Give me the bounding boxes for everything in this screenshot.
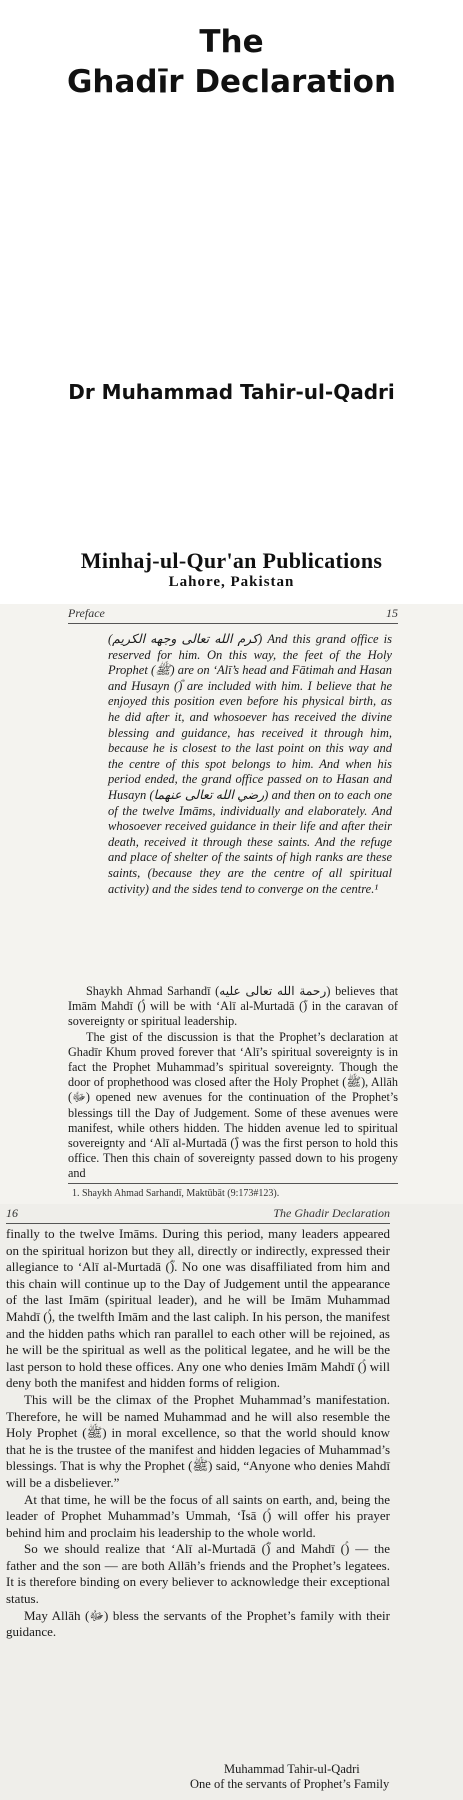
- paragraph: finally to the twelve Imāms. During this period, many leaders appeared on the spiritual horizon but they all, directly or indirectly, expressed their allegiance to ‘Alī al-Murtadā (ؓ). No one was disaffiliated from him and this chain will continue up to the Day of Judgement until the appearance of the last Imām (spiritual leader), and he will be Imām Muhammad Mahdī (ؑ), the twelfth Imām and the last caliph. In his person, the manifest and the hidden paths which ran parallel to each other will be rejoined, as he will be the spiritual as well as the political legatee, and he will be the last person to hold these offices. Any one who denies Imām Mahdī (ؑ) will deny both the manifest and hidden forms of religion.: [6, 1226, 390, 1391]
- footnote: 1. Shaykh Ahmad Sarhandī, Maktūbāt (9:173#123).: [72, 1188, 280, 1199]
- footnote-divider: [68, 1183, 398, 1184]
- author-name: Dr Muhammad Tahir-ul-Qadri: [68, 380, 395, 404]
- signature-block: [190, 1762, 450, 1792]
- publisher-name: Minhaj-ul-Qur'an Publications: [80, 548, 383, 573]
- page-number: 16: [6, 1206, 18, 1220]
- paragraph: May Allāh (ﷻ) bless the servants of the Prophet’s family with their guidance.: [6, 1607, 390, 1640]
- cover-page: [0, 0, 463, 610]
- cover-title-line-1: The: [199, 24, 264, 60]
- page-16-body: [6, 1226, 390, 1641]
- paragraph: At that time, he will be the focus of all saints on earth, and, being the leader of Prophet Muhammad’s Ummah, ‘Īsā (ؑ) will offer his prayer behind him and proclaim his leadership to the whole world.: [6, 1491, 390, 1540]
- paragraph: This will be the climax of the Prophet Muhammad’s manifestation. Therefore, he will be named Muhammad and he will also resemble the Holy Prophet (ﷺ) in moral excellence, so that the world should know that he is the trustee of the manifest and hidden legacies of Muhammad’s blessings. That is why the Prophet (ﷺ) said, “Anyone who denies Mahdī will be a disbeliever.”: [6, 1391, 390, 1490]
- running-head-section: Preface: [68, 606, 105, 620]
- publisher-place: Lahore, Pakistan: [168, 574, 295, 590]
- paragraph: The gist of the discussion is that the Prophet’s declaration at Ghadīr Khum proved forever that ‘Alī’s spiritual sovereignty is in fact the Prophet Muhammad’s spiritual sovereignty. Though the door of prophethood was closed after the Holy Prophet (ﷺ), Allāh (ﷻ) opened new avenues for the continuation of the Prophet’s blessings till the Day of Judgement. Some of these avenues were manifest, while others hidden. The hidden avenue led to spiritual sovereignty and ‘Alī al-Murtadā (ؓ) was the first person to hold this office. Then this chain of sovereignty passed down to his progeny and: [68, 1029, 398, 1181]
- paragraph: Shaykh Ahmad Sarhandī (رحمة الله تعالى عليه) believes that Imām Mahdī (ؑ) will be with ‘Alī al-Murtadā (ؓ) in the caravan of sovereignty or spiritual leadership.: [68, 984, 399, 1029]
- paragraph: So we should realize that ‘Alī al-Murtadā (ؓ) and Mahdī (ؑ) — the father and the son — are both Allāh’s friends and the Prophet’s legatees. It is therefore binding on every believer to acknowledge their exceptional status.: [6, 1541, 390, 1607]
- signature-subtitle: One of the servants of Prophet’s Family: [190, 1777, 390, 1791]
- running-head-title: The Ghadir Declaration: [273, 1206, 390, 1220]
- scanned-page-15: [0, 604, 463, 1204]
- signature-name: Muhammad Tahir-ul-Qadri: [224, 1762, 360, 1776]
- page-number: 15: [386, 606, 398, 620]
- scanned-page-16: [0, 1204, 463, 1800]
- block-quote: [108, 632, 392, 897]
- running-head: [68, 606, 398, 624]
- running-head: [6, 1206, 390, 1224]
- page-15-body: [68, 984, 398, 1182]
- cover-title-line-2: Ghadīr Declaration: [66, 64, 397, 100]
- quote-text: (كرم الله تعالى وجهه الكريم) And this grand office is reserved for him. On this way, the feet of the Holy Prophet (ﷺ) are on ‘Alī’s head and Fātimah and Hasan and Husayn (ؓ) are included with him. I believe that he enjoyed this position even before his physical birth, as he did after it, and whosoever has received the divine blessing and guidance, has received it through him, because he is closest to the last point on this way and the centre of this spot belongs to him. And when his period ended, the grand office passed on to Hasan and Husayn (رضي الله تعالى عنهما) and then on to each one of the twelve Imāms, individually and elaborately. And whosoever received guidance in their life and after their death, received it through these saints. And the refuge and place of shelter of the saints of high ranks are these saints, (because they are the centre of all spiritual activity) and the sides tend to converge on the centre.¹: [108, 632, 392, 896]
